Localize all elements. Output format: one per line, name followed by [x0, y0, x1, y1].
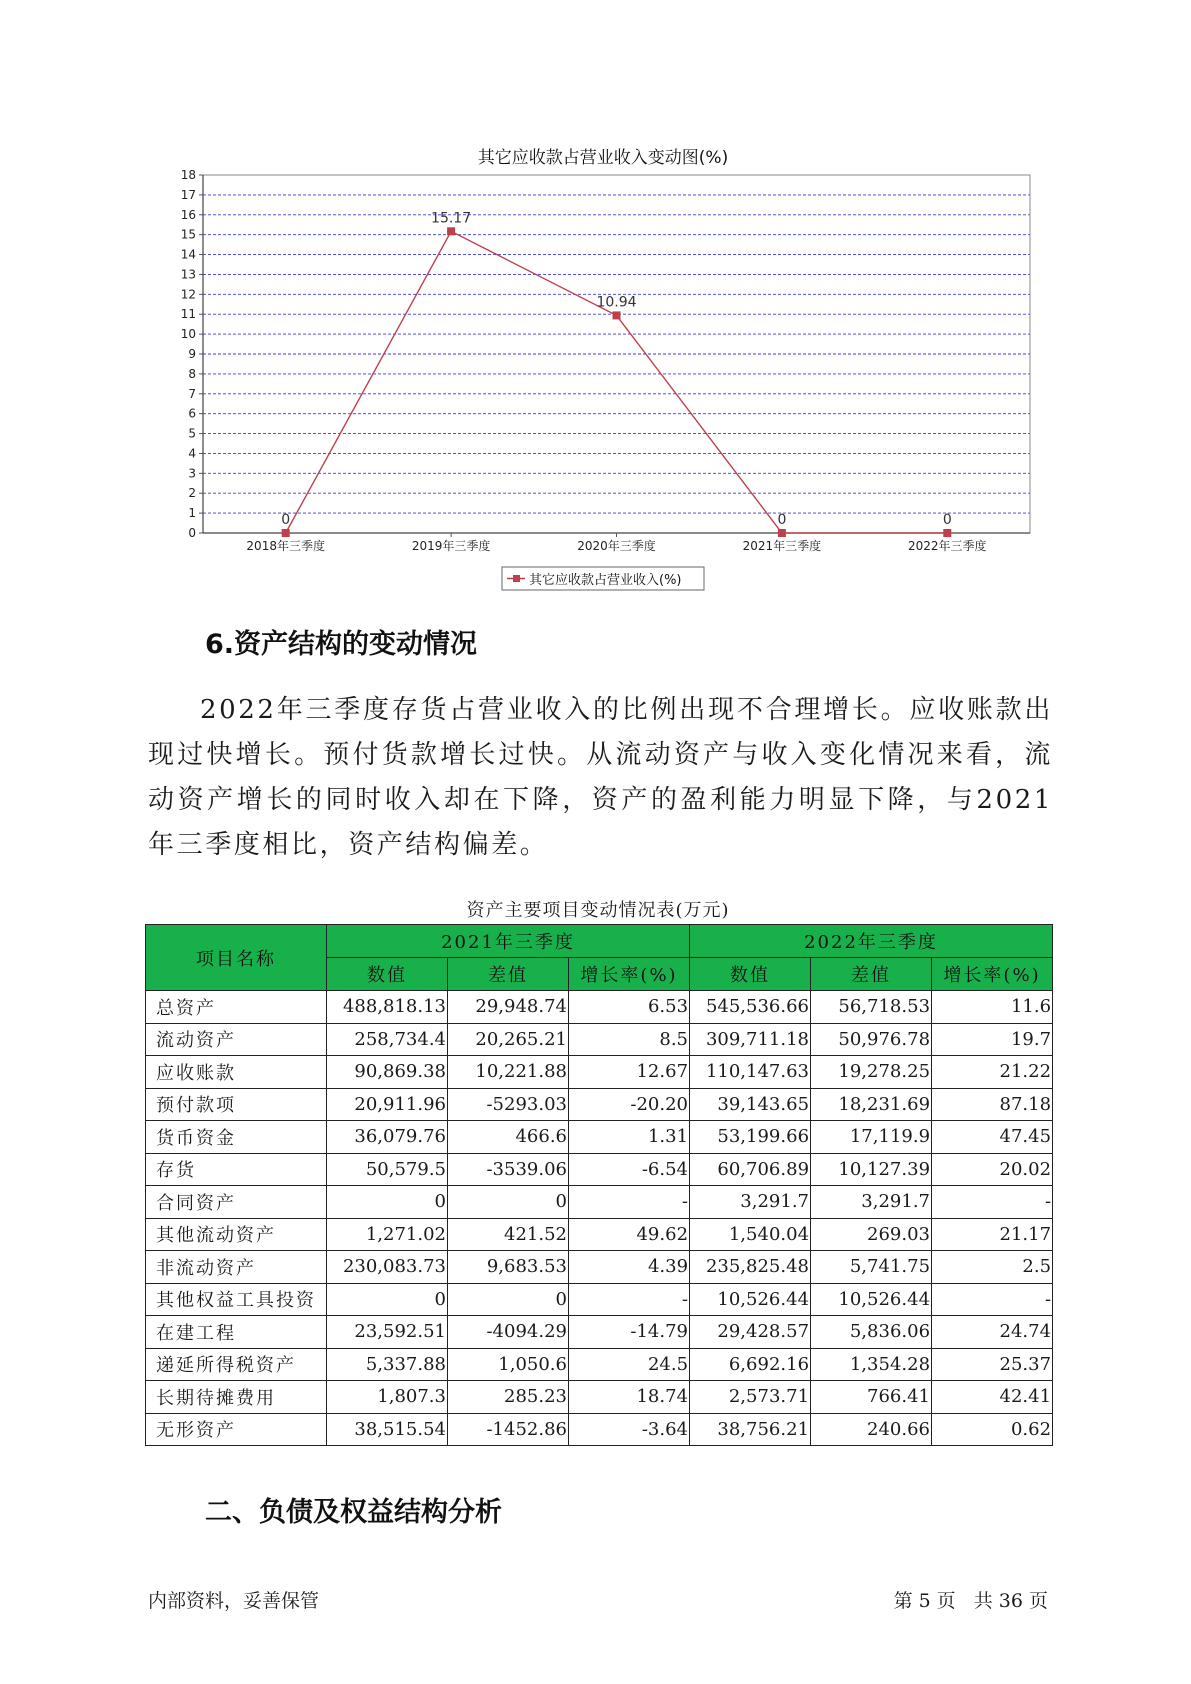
- section-paragraph: 2022年三季度存货占营业收入的比例出现不合理增长。应收账款出现过快增长。预付货款增长过快。从流动资产与收入变化情况来看，流动资产增长的同时收入却在下降，资产的盈利能力明显下降，与2021年三季度相比，资产结构偏差。: [148, 695, 1053, 860]
- cell-value-2022: 39,143.65: [690, 1088, 811, 1121]
- table-row: [146, 1153, 1053, 1186]
- cell-value-2022: 2,573.71: [690, 1381, 811, 1414]
- y-tick-label: 9: [188, 347, 196, 361]
- footer-word: 共: [973, 1590, 993, 1612]
- cell-growth-2021: 18.74: [569, 1381, 690, 1414]
- current-page: 5: [918, 1590, 931, 1612]
- y-tick-label: 15: [180, 227, 196, 242]
- y-tick-label: 14: [180, 247, 196, 262]
- cell-value-2022: 60,706.89: [690, 1153, 811, 1186]
- cell-diff-2022: 18,231.69: [811, 1088, 932, 1121]
- cell-growth-2022: 87.18: [932, 1088, 1053, 1121]
- cell-growth-2022: 0.62: [932, 1413, 1053, 1446]
- y-tick-label: 7: [188, 386, 196, 401]
- cell-growth-2022: 21.17: [932, 1218, 1053, 1251]
- table-row: [146, 991, 1053, 1024]
- cell-diff-2021: 10,221.88: [448, 1056, 569, 1089]
- table-row: [146, 1316, 1053, 1349]
- cell-diff-2022: 56,718.53: [811, 991, 932, 1024]
- table-row: [146, 1413, 1053, 1446]
- y-tick-label: 13: [180, 267, 196, 282]
- chart-series: [281, 210, 952, 537]
- row-name: 在建工程: [146, 1316, 327, 1349]
- row-name: 预付款项: [146, 1088, 327, 1121]
- data-point: [447, 227, 455, 235]
- table-row: [146, 1283, 1053, 1316]
- cell-growth-2022: -: [932, 1283, 1053, 1316]
- cell-value-2022: 110,147.63: [690, 1056, 811, 1089]
- data-label: 0: [942, 512, 952, 528]
- cell-value-2021: 258,734.4: [327, 1023, 448, 1056]
- x-tick-label: 2022年三季度: [908, 539, 987, 553]
- footer-word: 页: [1028, 1590, 1048, 1612]
- cell-diff-2021: 9,683.53: [448, 1251, 569, 1284]
- section-heading-liability-equity: 二、负债及权益结构分析: [205, 1497, 502, 1528]
- cell-growth-2021: -14.79: [569, 1316, 690, 1349]
- cell-value-2021: 36,079.76: [327, 1121, 448, 1154]
- cell-growth-2021: -: [569, 1186, 690, 1219]
- table-row: [146, 1186, 1053, 1219]
- table-row: [146, 1023, 1053, 1056]
- cell-value-2022: 3,291.7: [690, 1186, 811, 1219]
- row-name: 应收账款: [146, 1056, 327, 1089]
- header-value: 数值: [327, 958, 448, 991]
- row-name: 存货: [146, 1153, 327, 1186]
- cell-diff-2022: 19,278.25: [811, 1056, 932, 1089]
- cell-value-2022: 309,711.18: [690, 1023, 811, 1056]
- chart-title: 其它应收款占营业收入变动图(%): [477, 148, 729, 168]
- cell-growth-2022: 19.7: [932, 1023, 1053, 1056]
- cell-value-2022: 38,756.21: [690, 1413, 811, 1446]
- cell-growth-2021: -20.20: [569, 1088, 690, 1121]
- y-tick-label: 0: [188, 526, 196, 540]
- cell-value-2021: 230,083.73: [327, 1251, 448, 1284]
- header-growth: 增长率(%): [932, 958, 1053, 991]
- asset-change-table: [145, 924, 1053, 1446]
- table-row: [146, 1056, 1053, 1089]
- y-tick-label: 5: [188, 426, 196, 441]
- y-tick-label: 17: [180, 187, 196, 202]
- header-growth: 增长率(%): [569, 958, 690, 991]
- x-tick-label: 2021年三季度: [742, 539, 822, 553]
- x-tick-label: 2018年三季度: [246, 539, 325, 553]
- cell-growth-2021: 12.67: [569, 1056, 690, 1089]
- cell-diff-2021: 1,050.6: [448, 1348, 569, 1381]
- cell-growth-2021: 1.31: [569, 1121, 690, 1154]
- footer-word: 页: [936, 1590, 956, 1612]
- table-caption: 资产主要项目变动情况表(万元): [466, 900, 730, 921]
- cell-growth-2021: 4.39: [569, 1251, 690, 1284]
- cell-value-2022: 235,825.48: [690, 1251, 811, 1284]
- cell-value-2021: 0: [327, 1186, 448, 1219]
- cell-value-2021: 5,337.88: [327, 1348, 448, 1381]
- cell-value-2021: 90,869.38: [327, 1056, 448, 1089]
- cell-diff-2021: 0: [448, 1186, 569, 1219]
- cell-growth-2021: -3.64: [569, 1413, 690, 1446]
- data-label: 10.94: [596, 294, 637, 311]
- cell-growth-2022: 20.02: [932, 1153, 1053, 1186]
- cell-growth-2021: 8.5: [569, 1023, 690, 1056]
- cell-value-2022: 29,428.57: [690, 1316, 811, 1349]
- footer-word: 第: [893, 1590, 913, 1612]
- total-pages: 36: [998, 1590, 1023, 1612]
- row-name: 其他流动资产: [146, 1218, 327, 1251]
- table-row: [146, 1381, 1053, 1414]
- row-name: 长期待摊费用: [146, 1381, 327, 1414]
- table-header-row: [146, 925, 1053, 958]
- y-tick-label: 6: [188, 406, 196, 421]
- data-point: [282, 529, 290, 537]
- header-period-2022: 2022年三季度: [690, 925, 1053, 958]
- cell-diff-2021: 421.52: [448, 1218, 569, 1251]
- cell-growth-2021: -: [569, 1283, 690, 1316]
- legend-marker-swatch: [513, 575, 520, 582]
- cell-diff-2022: 10,526.44: [811, 1283, 932, 1316]
- cell-diff-2021: -1452.86: [448, 1413, 569, 1446]
- row-name: 递延所得税资产: [146, 1348, 327, 1381]
- x-tick-label: 2020年三季度: [577, 539, 656, 553]
- data-label: 0: [281, 512, 291, 528]
- header-period-2021: 2021年三季度: [327, 925, 690, 958]
- y-tick-label: 2: [188, 486, 196, 501]
- cell-growth-2022: 11.6: [932, 991, 1053, 1024]
- cell-growth-2022: -: [932, 1186, 1053, 1219]
- cell-value-2022: 53,199.66: [690, 1121, 811, 1154]
- table-row: [146, 1088, 1053, 1121]
- header-value: 数值: [690, 958, 811, 991]
- row-name: 其他权益工具投资: [146, 1283, 327, 1316]
- data-label: 15.17: [431, 210, 472, 227]
- chart-axes: [181, 168, 1030, 553]
- cell-growth-2021: 24.5: [569, 1348, 690, 1381]
- cell-growth-2021: -6.54: [569, 1153, 690, 1186]
- cell-diff-2021: 20,265.21: [448, 1023, 569, 1056]
- chart-legend: [502, 567, 704, 590]
- line-chart: [0, 0, 1191, 600]
- y-tick-label: 10: [180, 327, 196, 342]
- cell-value-2022: 545,536.66: [690, 991, 811, 1024]
- cell-diff-2022: 10,127.39: [811, 1153, 932, 1186]
- y-tick-label: 11: [180, 307, 196, 322]
- row-name: 合同资产: [146, 1186, 327, 1219]
- row-name: 流动资产: [146, 1023, 327, 1056]
- cell-diff-2021: -4094.29: [448, 1316, 569, 1349]
- cell-diff-2021: 466.6: [448, 1121, 569, 1154]
- cell-growth-2021: 6.53: [569, 991, 690, 1024]
- table-row: [146, 1251, 1053, 1284]
- cell-value-2021: 488,818.13: [327, 991, 448, 1024]
- cell-diff-2021: -5293.03: [448, 1088, 569, 1121]
- cell-diff-2021: -3539.06: [448, 1153, 569, 1186]
- chart-grid: [203, 175, 1030, 513]
- y-tick-label: 16: [180, 207, 196, 222]
- y-tick-label: 4: [188, 446, 196, 461]
- y-tick-label: 1: [188, 506, 196, 521]
- cell-diff-2021: 29,948.74: [448, 991, 569, 1024]
- cell-growth-2022: 24.74: [932, 1316, 1053, 1349]
- cell-diff-2021: 0: [448, 1283, 569, 1316]
- cell-value-2022: 6,692.16: [690, 1348, 811, 1381]
- cell-value-2021: 1,271.02: [327, 1218, 448, 1251]
- section-heading-asset-structure: 6.资产结构的变动情况: [205, 629, 478, 660]
- cell-value-2022: 1,540.04: [690, 1218, 811, 1251]
- cell-value-2021: 0: [327, 1283, 448, 1316]
- cell-growth-2022: 47.45: [932, 1121, 1053, 1154]
- legend-label: 其它应收款占营业收入(%): [529, 573, 682, 588]
- y-tick-label: 18: [180, 168, 196, 182]
- cell-diff-2022: 5,836.06: [811, 1316, 932, 1349]
- cell-growth-2022: 42.41: [932, 1381, 1053, 1414]
- cell-value-2022: 10,526.44: [690, 1283, 811, 1316]
- footer-confidential-note: 内部资料，妥善保管: [148, 1590, 320, 1612]
- table-body: [146, 991, 1053, 1446]
- y-tick-label: 3: [188, 466, 196, 481]
- cell-diff-2022: 50,976.78: [811, 1023, 932, 1056]
- header-item-name: 项目名称: [146, 925, 327, 991]
- cell-diff-2022: 17,119.9: [811, 1121, 932, 1154]
- table-row: [146, 1121, 1053, 1154]
- cell-diff-2022: 1,354.28: [811, 1348, 932, 1381]
- cell-diff-2022: 766.41: [811, 1381, 932, 1414]
- row-name: 总资产: [146, 991, 327, 1024]
- cell-diff-2022: 5,741.75: [811, 1251, 932, 1284]
- footer-page-number: [891, 1586, 1051, 1613]
- cell-growth-2022: 2.5: [932, 1251, 1053, 1284]
- cell-value-2021: 20,911.96: [327, 1088, 448, 1121]
- y-tick-label: 12: [180, 287, 196, 302]
- data-point: [778, 529, 786, 537]
- data-label: 0: [777, 512, 787, 528]
- cell-value-2021: 1,807.3: [327, 1381, 448, 1414]
- cell-value-2021: 50,579.5: [327, 1153, 448, 1186]
- y-tick-label: 8: [188, 366, 196, 381]
- cell-diff-2021: 285.23: [448, 1381, 569, 1414]
- cell-growth-2022: 25.37: [932, 1348, 1053, 1381]
- series-line: [286, 231, 948, 533]
- table-row: [146, 1218, 1053, 1251]
- header-diff: 差值: [448, 958, 569, 991]
- table-row: [146, 1348, 1053, 1381]
- row-name: 无形资产: [146, 1413, 327, 1446]
- row-name: 货币资金: [146, 1121, 327, 1154]
- cell-value-2021: 23,592.51: [327, 1316, 448, 1349]
- data-point: [943, 529, 951, 537]
- data-point: [613, 311, 621, 319]
- cell-diff-2022: 3,291.7: [811, 1186, 932, 1219]
- cell-value-2021: 38,515.54: [327, 1413, 448, 1446]
- cell-diff-2022: 269.03: [811, 1218, 932, 1251]
- x-tick-label: 2019年三季度: [411, 539, 491, 553]
- cell-growth-2021: 49.62: [569, 1218, 690, 1251]
- cell-growth-2022: 21.22: [932, 1056, 1053, 1089]
- row-name: 非流动资产: [146, 1251, 327, 1284]
- cell-diff-2022: 240.66: [811, 1413, 932, 1446]
- header-diff: 差值: [811, 958, 932, 991]
